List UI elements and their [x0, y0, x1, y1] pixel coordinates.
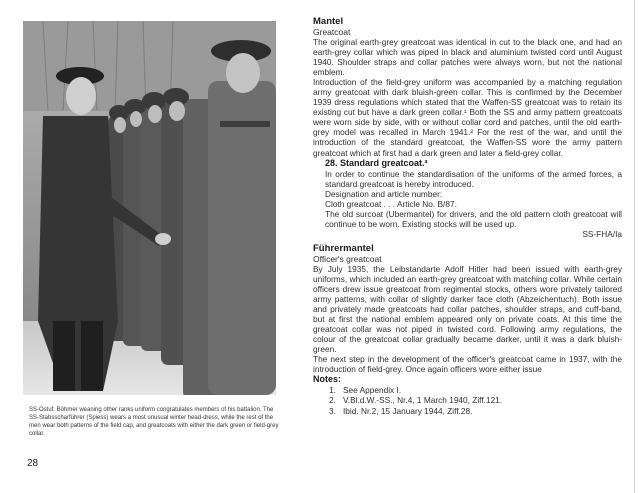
note-number: 3. — [329, 405, 336, 416]
fuhrermantel-paragraph-1: By July 1935, the Leibstandarte Adolf Hitler had been issued with earth-grey uniforms, which included an earth-grey greatcoat with matching collar. While certain officers drew issue greatcoat from regimental stocks, others wore privately tailored army patterns, with collar of slightly darker face cloth (Abzeichentuch). Both issue and privately made greatcoats had collar patches, shoulder straps, and cuff-band, but at first the national emblem appeared only on private coats. At this time the greatcoat collar was not piped in twisted cord. Following army regulations, the colour of the greatcoat collar gradually became darker, until it was a dark bluish-green. — [313, 263, 622, 355]
photo-caption: SS-Ostuf. Böhmer weaning other ranks uniform congratulates members of his battalion. The SS-Stabsscharführer (Spiess) wears a most unusual winter head-dress, while the rest of the men wear both patterns of the field cap, and greatcoats with either the dark green or field-grey collar. — [29, 407, 279, 437]
note-number: 2. — [329, 395, 336, 406]
note-number: 1. — [329, 385, 336, 396]
mantel-paragraph-2: Introduction of the field-grey uniform was accompanied by a matching regulation army greatcoat with dark bluish-green collar. This is confirmed by the December 1939 dress regulations which stated that the Waffen-SS greatcoat was to retain its existing cut but have a dark green collar.¹ Both the SS and army pattern greatcoats were worn side by side, with or without collar cord and patches, until the old earth-grey model was recalled in March 1941.² For the rest of the war, and until the introduction of the standard greatcoat, the Waffen-SS wore the army pattern greatcoat which at first had a dark green and later a field-grey collar. — [313, 77, 622, 158]
note-text: See Appendix I. — [343, 385, 402, 396]
mantel-subheading: Greatcoat — [313, 27, 351, 37]
standard-line-4: The old surcoat (Ubermantel) for drivers, and the old pattern cloth greatcoat will continue to be worn. Existing stocks will be used up. — [325, 208, 622, 229]
standard-line-2: Designation and article number: — [325, 188, 443, 199]
note-item — [313, 395, 622, 405]
standard-signature: SS-FHA/Ia — [582, 228, 622, 239]
standard-greatcoat-heading: 28. Standard greatcoat.³ — [325, 157, 428, 168]
standard-line-1: In order to continue the standardisation of the uniforms of the armed forces, a standard greatcoat is hereby introduced. — [325, 168, 622, 189]
notes-heading: Notes: — [313, 374, 342, 385]
note-text: Ibid. Nr.2, 15 January 1944, Ziff.28. — [343, 405, 473, 416]
mantel-paragraph-1: The original earth-grey greatcoat was identical in cut to the black one, and had an earth-grey collar which was piped in black and aluminium twisted cord until August 1940. Shoulder straps and collar patches were always worn, but not the national emblem. — [313, 37, 622, 78]
page-edge-divider — [634, 0, 635, 493]
note-item — [313, 385, 622, 395]
standard-line-3: Cloth greatcoat . . . Article No. B/87. — [325, 198, 457, 209]
photograph — [23, 21, 276, 395]
mantel-heading: Mantel — [313, 16, 344, 27]
note-item — [313, 406, 622, 416]
note-text: V.Bl.d.W.-SS., Nr.4, 1 March 1940, Ziff.121. — [343, 395, 503, 406]
fuhrermantel-paragraph-2: The next step in the development of the officer's greatcoat came in 1937, with the introduction of field-grey. Once again officers wore either issue — [313, 354, 622, 375]
photograph-image — [23, 21, 276, 395]
fuhrermantel-subheading: Officer's greatcoat — [313, 253, 382, 264]
fuhrermantel-heading: Führermantel — [313, 242, 374, 254]
page-number: 28 — [27, 458, 39, 469]
text-column — [313, 16, 622, 416]
